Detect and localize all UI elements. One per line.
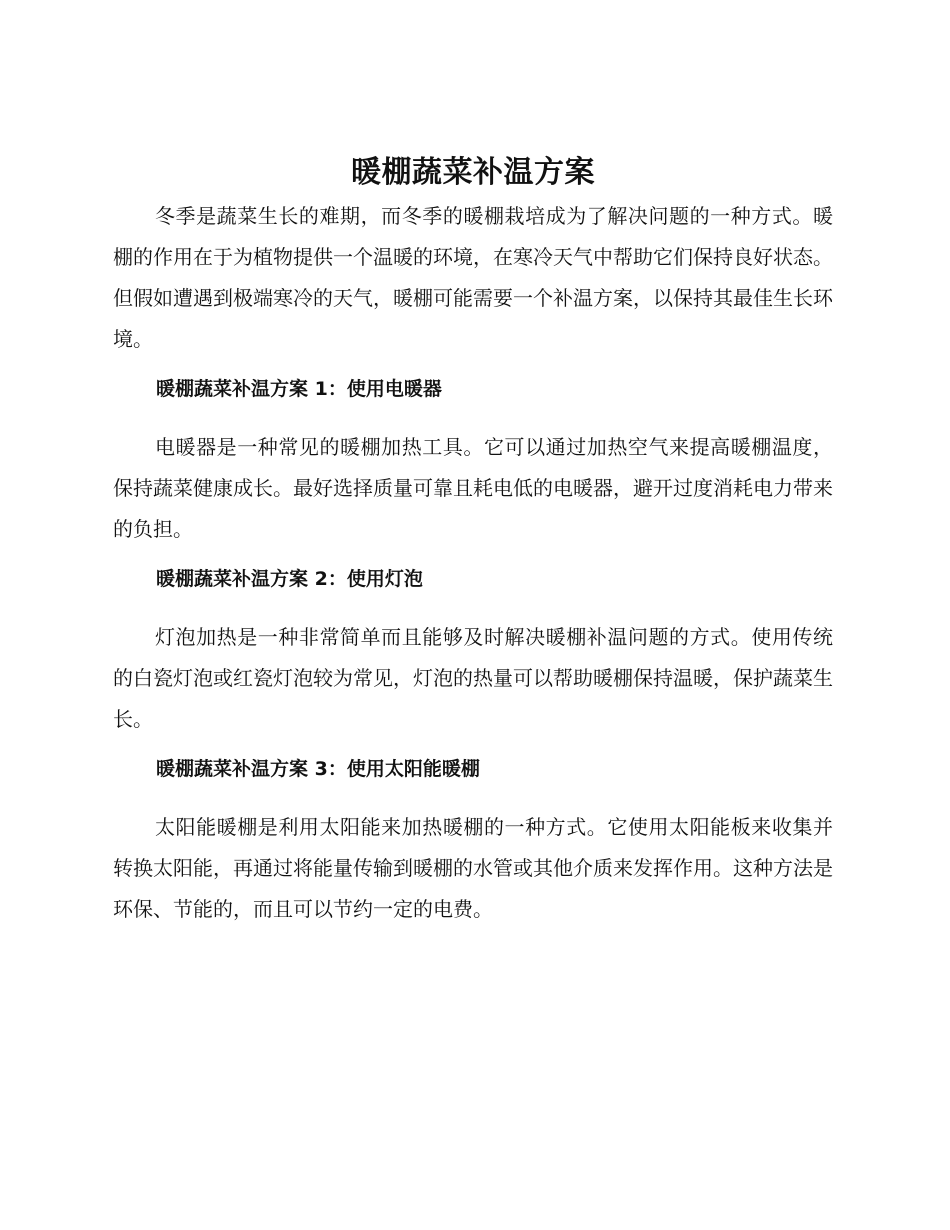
intro-paragraph: 冬季是蔬菜生长的难期，而冬季的暖棚栽培成为了解决问题的一种方式。暖棚的作用在于为植物提供一个温暖的环境，在寒冷天气中帮助它们保持良好状态。但假如遭遇到极端寒冷的天气，暖棚可能需要一个补温方案，以保持其最佳生长环境。: [113, 204, 833, 351]
section-heading-3: 暖棚蔬菜补温方案 3：使用太阳能暖棚: [156, 758, 480, 780]
spacer: [113, 600, 833, 617]
spacer: [113, 550, 833, 559]
document-title: 暖棚蔬菜补温方案: [351, 155, 595, 190]
document-content: [113, 150, 833, 930]
section-heading-1: 暖棚蔬菜补温方案 1：使用电暖器: [156, 378, 442, 400]
section-heading-2: 暖棚蔬菜补温方案 2：使用灯泡: [156, 568, 423, 590]
spacer: [113, 740, 833, 749]
section-body-1: 电暖器是一种常见的暖棚加热工具。它可以通过加热空气来提高暖棚温度，保持蔬菜健康成长。最好选择质量可靠且耗电低的电暖器，避开过度消耗电力带来的负担。: [113, 435, 833, 541]
section-body-2: 灯泡加热是一种非常简单而且能够及时解决暖棚补温问题的方式。使用传统的白瓷灯泡或红瓷灯泡较为常见，灯泡的热量可以帮助暖棚保持温暖，保护蔬菜生长。: [113, 625, 833, 731]
spacer: [113, 790, 833, 807]
spacer: [113, 360, 833, 369]
section-body-3: 太阳能暖棚是利用太阳能来加热暖棚的一种方式。它使用太阳能板来收集并转换太阳能，再通过将能量传输到暖棚的水管或其他介质来发挥作用。这种方法是环保、节能的，而且可以节约一定的电费。: [113, 815, 833, 921]
spacer: [113, 410, 833, 427]
